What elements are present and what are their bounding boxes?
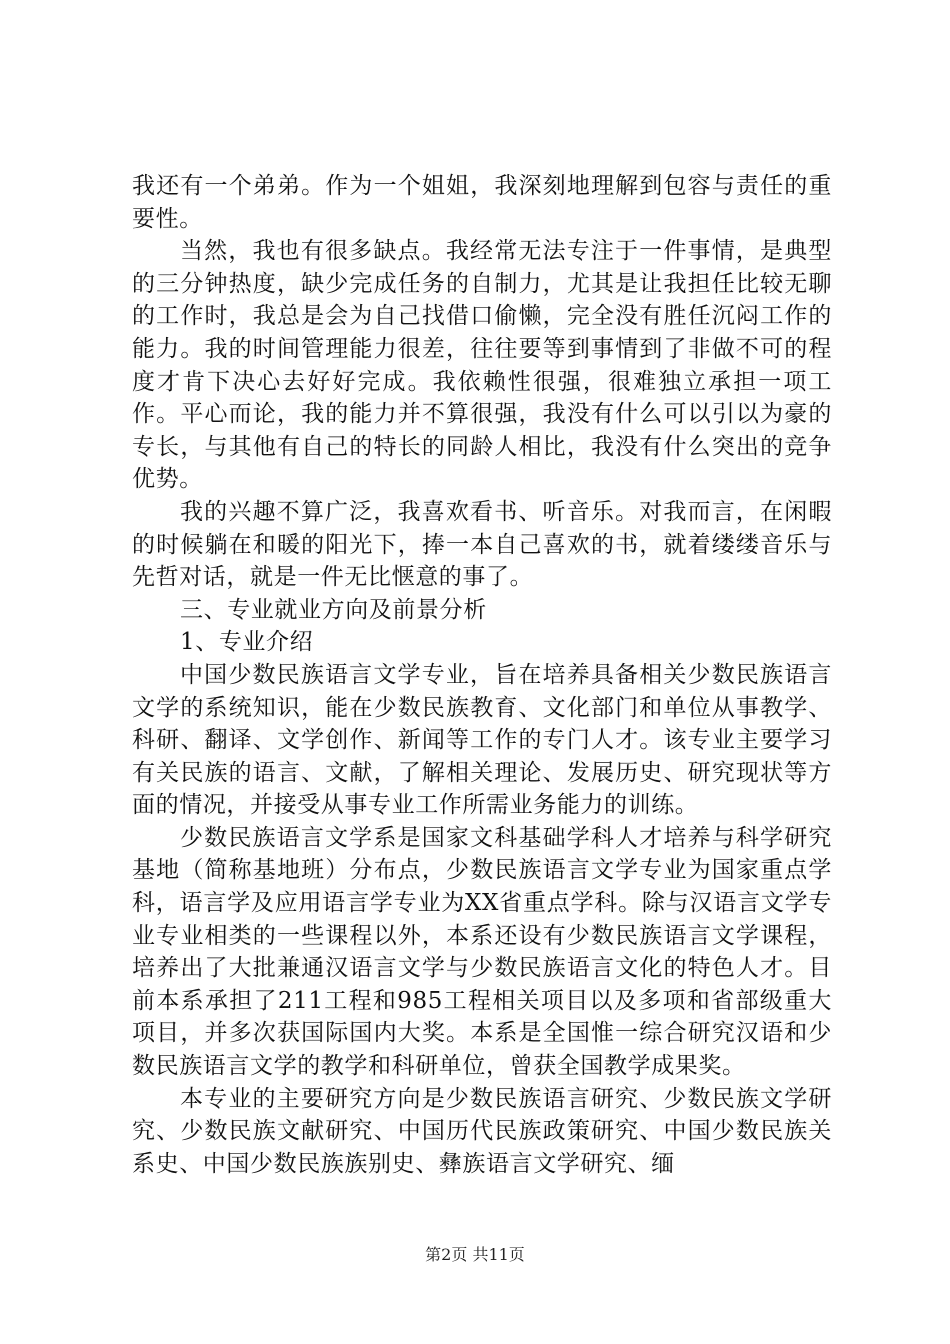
paragraph-shortcomings: 当然，我也有很多缺点。我经常无法专注于一件事情，是典型的三分钟热度，缺少完成任务的自制力，尤其是让我担任比较无聊的工作时，我总是会为自己找借口偷懒，完全没有胜任沉闷工作的能力。我的时间管理能力很差，往往要等到事情到了非做不可的程度才肯下决心去好好完成。我依赖性很强，很难独立承担一项工作。平心而论，我的能力并不算很强，我没有什么可以引以为豪的专长，与其他有自己的特长的同龄人相比，我没有什么突出的竞争优势。 bbox=[132, 238, 832, 493]
paragraph-interests: 我的兴趣不算广泛，我喜欢看书、听音乐。对我而言，在闲暇的时候躺在和暖的阳光下，捧一本自己喜欢的书，就着缕缕音乐与先哲对话，就是一件无比惬意的事了。 bbox=[132, 498, 832, 591]
paragraph-continuation: 我还有一个弟弟。作为一个姐姐，我深刻地理解到包容与责任的重要性。 bbox=[132, 173, 832, 232]
section-heading: 三、专业就业方向及前景分析 bbox=[180, 596, 487, 623]
page-number-footer: 第2页 共11页 bbox=[425, 1245, 525, 1264]
document-body bbox=[132, 170, 832, 1180]
paragraph-major-intro: 中国少数民族语言文学专业，旨在培养具备相关少数民族语言文学的系统知识，能在少数民族教育、文化部门和单位从事教学、科研、翻译、文学创作、新闻等工作的专门人才。该专业主要学习有关民族的语言、文献，了解相关理论、发展历史、研究现状等方面的情况，并接受从事专业工作所需业务能力的训练。 bbox=[132, 661, 832, 819]
subsection-heading: 1、专业介绍 bbox=[180, 629, 314, 656]
paragraph-department-intro: 少数民族语言文学系是国家文科基础学科人才培养与科学研究基地（简称基地班）分布点，少数民族语言文学专业为国家重点学科，语言学及应用语言学专业为XX省重点学科。除与汉语言文学专业专业相类的一些课程以外，本系还设有少数民族语言文学课程，培养出了大批兼通汉语言文学与少数民族语言文化的特色人才。目前本系承担了211工程和985工程相关项目以及多项和省部级重大项目，并多次获国际国内大奖。本系是全国惟一综合研究汉语和少数民族语言文学的教学和科研单位，曾获全国教学成果奖。 bbox=[132, 824, 832, 1080]
paragraph-research-directions: 本专业的主要研究方向是少数民族语言研究、少数民族文学研究、少数民族文献研究、中国历代民族政策研究、中国少数民族关系史、中国少数民族族别史、彝族语言文学研究、缅 bbox=[132, 1085, 832, 1177]
